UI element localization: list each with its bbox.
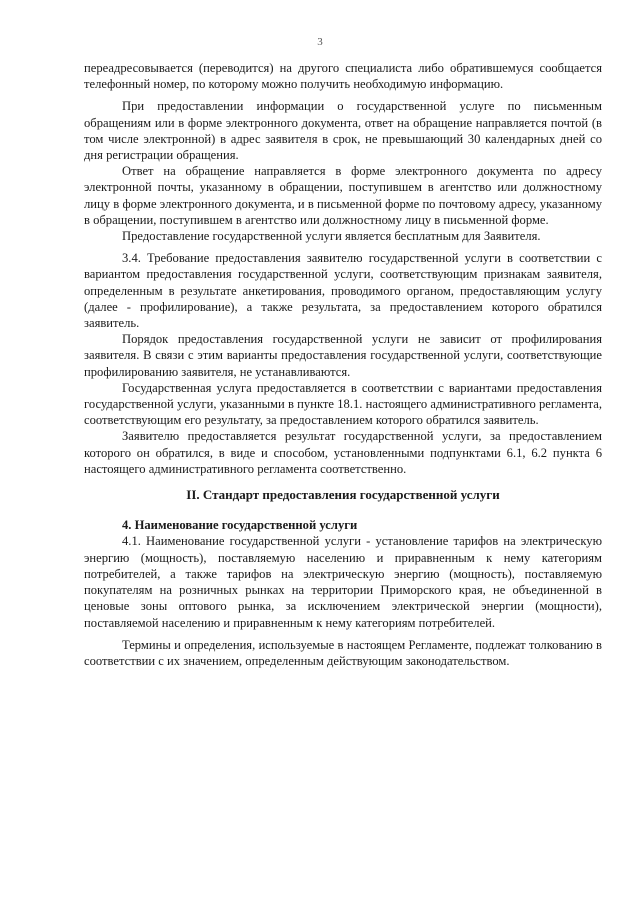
paragraph: Порядок предоставления государственной услуги не зависит от профилирования заявителя. В связи с этим варианты предоставления государственной услуги, соответствующие профилированию заявителя, не устанавливаются.: [84, 332, 602, 379]
paragraph: 3.4. Требование предоставления заявителю государственной услуги в соответствии с вариантом предоставления государственной услуги, соответствующим признакам заявителя, определенным в результате анкетирования, проводимого органом, предоставляющим услугу (далее - профилирование), а также результата, за предоставлением которого обратился заявитель.: [84, 251, 602, 331]
subsection-heading: 4. Наименование государственной услуги: [122, 518, 358, 533]
paragraph: Государственная услуга предоставляется в соответствии с вариантами предоставления государственной услуги, указанными в пункте 18.1. настоящего административного регламента, соответствующим его результату, за предоставлением которого обратился заявитель.: [84, 380, 602, 428]
paragraph: Ответ на обращение направляется в форме электронного документа по адресу электронной почты, указанному в обращении, поступившем в агентство или должностному лицу в форме электронного документа, и в письменной форме по почтовому адресу, указанному в обращении, поступившем в агентство или должностному лицу в письменной форме.: [84, 164, 602, 227]
paragraph: При предоставлении информации о государственной услуге по письменным обращениям или в форме электронного документа, ответ на обращение направляется почтой (в том числе электронной) в адрес заявителя в срок, не превышающий 30 календарных дней со дня регистрации обращения.: [84, 99, 602, 163]
paragraph: Предоставление государственной услуги является бесплатным для Заявителя.: [122, 229, 541, 244]
paragraph: Термины и определения, используемые в настоящем Регламенте, подлежат толкованию в соответствии с их значением, определенным действующим законодательством.: [84, 637, 602, 668]
paragraph: Заявителю предоставляется результат государственной услуги, за предоставлением которого он обратился, в виде и способом, установленными подпунктами 6.1, 6.2 пункта 6 настоящего административного регламента соответственно.: [84, 429, 602, 476]
page-number: 3: [317, 36, 323, 48]
body-text: [84, 60, 602, 669]
section-heading: II. Стандарт предоставления государственной услуги: [186, 487, 500, 503]
paragraph: 4.1. Наименование государственной услуги - установление тарифов на электрическую энергию (мощность), поставляемую населению и приравненным к нему категориям потребителей, а также тарифов на электрическую энергию (мощность), поставляемую покупателям на розничных рынках на территории Приморского края, не объединенной в ценовые зоны оптового рынка, за исключением электрической энергии (мощности), поставляемой населению и приравненным к нему категориям потребителей.: [84, 534, 602, 630]
paragraph: переадресовывается (переводится) на другого специалиста либо обратившемуся сообщается телефонный номер, по которому можно получить необходимую информацию.: [84, 61, 602, 92]
